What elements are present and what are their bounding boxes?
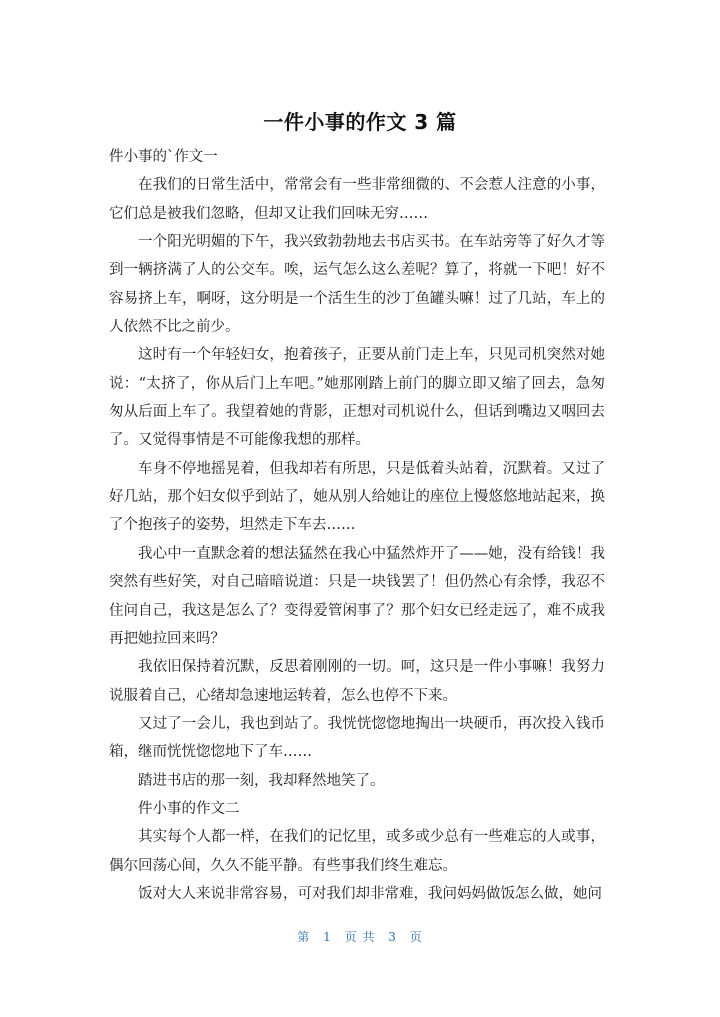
paragraph: 一个阳光明媚的下午，我兴致勃勃地去书店买书。在车站旁等了好久才等到一辆挤满了人的公交车。唉，运气怎么这么差呢？算了，将就一下吧！好不容易挤上车，啊呀，这分明是一个活生生的沙丁鱼罐头嘛！过了几站，车上的人依然不比之前少。 [109,234,605,336]
footer-middle: 页 共 [344,930,376,944]
paragraph: 在我们的日常生活中，常常会有一些非常细微的、不会惹人注意的小事，它们总是被我们忽略，但却又让我们回味无穷…… [109,177,605,222]
paragraph: 其实每个人都一样，在我们的记忆里，或多或少总有一些难忘的人或事，偶尔回荡心间，久久不能平静。有些事我们终生难忘。 [109,829,605,874]
paragraph: 又过了一会儿，我也到站了。我恍恍惚惚地掏出一块硬币，再次投入钱币箱，继而恍恍惚惚地下了车…… [109,715,605,761]
page-footer [0,928,720,945]
paragraph: 我心中一直默念着的想法猛然在我心中猛然炸开了——她，没有给钱！我突然有些好笑，对自己暗暗说道：只是一块钱罢了！但仍然心有余悸，我忍不住问自己，我这是怎么了？变得爱管闲事了？那个妇女已经走远了，难不成我再把她拉回来吗？ [109,545,605,647]
footer-suffix: 页 [409,930,423,944]
section-heading-2: 件小事的作文二 [138,800,240,817]
document-title: 一件小事的作文 3 篇 [263,110,457,134]
paragraph: 车身不停地摇晃着，但我却若有所思，只是低着头站着，沉默着。又过了好几站，那个妇女似乎到站了，她从别人给她让的座位上慢悠悠地站起来，换了个抱孩子的姿势，坦然走下车去…… [109,460,605,534]
paragraph: 饭对大人来说非常容易，可对我们却非常难，我问妈妈做饭怎么做，她问 [138,885,602,902]
footer-total-pages: 3 [388,930,397,944]
section-heading-1: 件小事的`作文一 [109,149,218,165]
document-body [109,143,605,908]
paragraph: 这时有一个年轻妇女，抱着孩子，正要从前门走上车，只见司机突然对她说：“太挤了，你从后门上车吧。”她那刚踏上前门的脚立即又缩了回去，急匆匆从后面上车了。我望着她的背影，正想对司机说什么，但话到嘴边又咽回去了。又觉得事情是不可能像我想的那样。 [109,347,605,449]
footer-prefix: 第 [297,930,311,944]
paragraph: 踏进书店的那一刻，我却释然地笑了。 [138,772,385,789]
paragraph: 我依旧保持着沉默，反思着刚刚的一切。呵，这只是一件小事嘛！我努力说服着自己，心绪却急速地运转着，怎么也停不下来。 [109,659,605,704]
footer-page-number: 1 [323,930,332,944]
